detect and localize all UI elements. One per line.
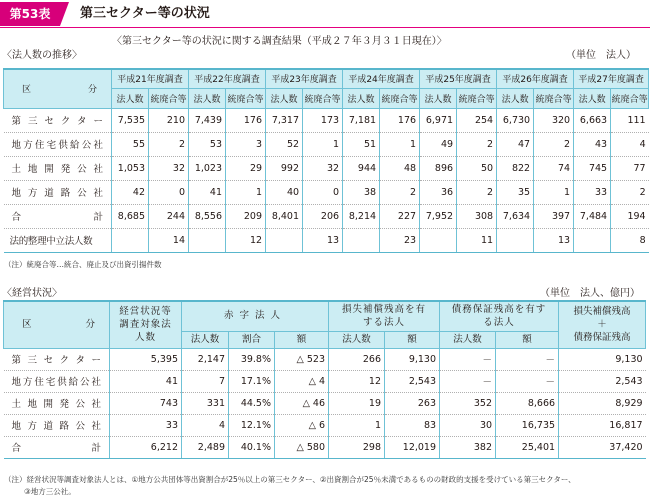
table-cell: 0 — [149, 180, 189, 204]
table-row — [4, 228, 649, 252]
sub-header: 額 — [385, 331, 440, 348]
table-cell: △ 46 — [275, 392, 329, 414]
table-cell: 52 — [266, 132, 303, 156]
table-cell: 992 — [266, 156, 303, 180]
table-cell: 13 — [303, 228, 343, 252]
table-cell: 50 — [457, 156, 497, 180]
table-cell: 822 — [497, 156, 534, 180]
table-cell — [112, 228, 149, 252]
table-cell: 38 — [343, 180, 380, 204]
table-cell: 298 — [329, 436, 385, 458]
table-cell: 19 — [329, 392, 385, 414]
table-cell: 37,420 — [559, 436, 646, 458]
row-label: 第三セクター — [4, 348, 110, 370]
sub-header: 法人数 — [440, 331, 496, 348]
sub-header-count: 法人数 — [497, 88, 534, 108]
table-row — [4, 414, 646, 436]
row-label: 地方住宅供給公社 — [4, 132, 112, 156]
table-cell: 382 — [440, 436, 496, 458]
sub-header-merge: 統廃合等 — [149, 88, 189, 108]
table-cell — [343, 228, 380, 252]
table-cell: 40 — [266, 180, 303, 204]
table-cell: 352 — [440, 392, 496, 414]
table-cell: － — [496, 348, 559, 370]
table-cell: 13 — [534, 228, 574, 252]
sub-header: 法人数 — [182, 331, 229, 348]
table-cell: 308 — [457, 204, 497, 228]
table-cell: 896 — [420, 156, 457, 180]
table-cell: 51 — [343, 132, 380, 156]
table-header — [0, 0, 650, 28]
table-cell: △ 580 — [275, 436, 329, 458]
table-cell: 1 — [534, 180, 574, 204]
table-cell: 173 — [303, 108, 343, 132]
table-cell: 111 — [611, 108, 649, 132]
table-cell: 23 — [380, 228, 420, 252]
sub-header-count: 法人数 — [343, 88, 380, 108]
row-label: 法的整理中立法人数 — [4, 228, 112, 252]
table-cell: 331 — [182, 392, 229, 414]
year-header: 平成22年度調査 — [189, 69, 266, 88]
column-header-category: 区 分 — [4, 69, 112, 108]
header-survey-count: 経営状況等調査対象法人数 — [110, 301, 182, 348]
table-cell: 5,395 — [110, 348, 182, 370]
table-cell: 42 — [112, 180, 149, 204]
table-cell: 176 — [226, 108, 266, 132]
table-cell: △ 4 — [275, 370, 329, 392]
year-header: 平成27年度調査 — [574, 69, 649, 88]
sub-header: 割合 — [229, 331, 275, 348]
table-cell — [420, 228, 457, 252]
table-cell: 14 — [149, 228, 189, 252]
table-cell: 743 — [110, 392, 182, 414]
table-cell: 36 — [420, 180, 457, 204]
header-total-line1: 損失補償残高 — [573, 306, 631, 318]
table-cell: 0 — [303, 180, 343, 204]
table-cell: 244 — [149, 204, 189, 228]
table-cell: 32 — [149, 156, 189, 180]
table-cell: 11 — [457, 228, 497, 252]
sub-header-count: 法人数 — [574, 88, 611, 108]
header-rule — [0, 27, 650, 28]
table-cell: 8,214 — [343, 204, 380, 228]
row-label: 土地開発公社 — [4, 156, 112, 180]
table-cell: 48 — [380, 156, 420, 180]
table-cell: 4 — [611, 132, 649, 156]
table-cell: 33 — [110, 414, 182, 436]
sub-header: 額 — [275, 331, 329, 348]
table-row — [4, 132, 649, 156]
table-row — [4, 392, 646, 414]
corporation-count-table — [3, 68, 649, 253]
row-label: 合 計 — [4, 436, 110, 458]
table-cell: 7,634 — [497, 204, 534, 228]
table-cell: 7,535 — [112, 108, 149, 132]
sub-header-count: 法人数 — [189, 88, 226, 108]
table-cell: 3 — [226, 132, 266, 156]
note-management-1: （注）経営状況等調査対象法人とは、①地方公共団体等出資割合が25％以上の第三セクター、②出資割合が25％未満であるものの財政的支援を受けている第三セクター、 — [4, 475, 576, 484]
table-cell: 6,212 — [110, 436, 182, 458]
table-cell: 43 — [574, 132, 611, 156]
table-cell: 17.1% — [229, 370, 275, 392]
table-cell: 2 — [457, 180, 497, 204]
row-label: 地方住宅供給公社 — [4, 370, 110, 392]
table-cell: 16,735 — [496, 414, 559, 436]
table-row — [4, 370, 646, 392]
table-cell: 2 — [380, 180, 420, 204]
table-cell: 2 — [611, 180, 649, 204]
table-cell: 8,929 — [559, 392, 646, 414]
table-cell: 8,556 — [189, 204, 226, 228]
table-cell: 7 — [182, 370, 229, 392]
table-cell: 6,663 — [574, 108, 611, 132]
table-cell: 33 — [574, 180, 611, 204]
row-label: 土地開発公社 — [4, 392, 110, 414]
column-header-category: 区 分 — [4, 301, 110, 348]
row-label: 合 計 — [4, 204, 112, 228]
page-title: 第三セクター等の状況 — [80, 6, 210, 21]
table-cell: － — [440, 370, 496, 392]
table-row — [4, 204, 649, 228]
sub-header-merge: 統廃合等 — [380, 88, 420, 108]
table-cell: 209 — [226, 204, 266, 228]
table-cell — [497, 228, 534, 252]
table-cell: 12 — [226, 228, 266, 252]
table-cell: 266 — [329, 348, 385, 370]
management-status-table — [3, 300, 646, 459]
table-cell: 2 — [534, 132, 574, 156]
table-cell: 12.1% — [229, 414, 275, 436]
header-total-balance — [559, 301, 646, 348]
header-total-line2: 債務保証残高 — [573, 332, 631, 344]
table-cell: － — [496, 370, 559, 392]
table-cell: 74 — [534, 156, 574, 180]
table-cell: 8 — [611, 228, 649, 252]
row-label: 地方道路公社 — [4, 414, 110, 436]
table-cell: 44.5% — [229, 392, 275, 414]
sub-header-merge: 統廃合等 — [303, 88, 343, 108]
table-cell: 9,130 — [385, 348, 440, 370]
table-cell: 8,666 — [496, 392, 559, 414]
sub-header-count: 法人数 — [420, 88, 457, 108]
table-cell: 210 — [149, 108, 189, 132]
header-loss-compensation: 損失補償残高を有する法人 — [329, 301, 440, 331]
table-row — [4, 156, 649, 180]
note-trend: （注）統廃合等…統合、廃止及び出資引揚件数 — [4, 260, 162, 269]
sub-header: 法人数 — [329, 331, 385, 348]
table-cell: 7,317 — [266, 108, 303, 132]
table-cell: 32 — [303, 156, 343, 180]
section-heading-management: 〈経営状況〉 — [2, 288, 62, 299]
table-cell: 1 — [380, 132, 420, 156]
sub-header-merge: 統廃合等 — [534, 88, 574, 108]
table-cell: 2,147 — [182, 348, 229, 370]
table-number-badge: 第53表 — [0, 2, 60, 26]
header-deficit: 赤字法人 — [182, 301, 329, 331]
row-label: 地方道路公社 — [4, 180, 112, 204]
table-cell: 2,489 — [182, 436, 229, 458]
table-cell: 227 — [380, 204, 420, 228]
table-cell: 30 — [440, 414, 496, 436]
section-heading-trend: 〈法人数の推移〉 — [2, 50, 82, 61]
table-cell: 8,401 — [266, 204, 303, 228]
table-cell: △ 523 — [275, 348, 329, 370]
table-cell: 12,019 — [385, 436, 440, 458]
table-cell: 1 — [303, 132, 343, 156]
table-cell: 2,543 — [385, 370, 440, 392]
table-cell: 39.8% — [229, 348, 275, 370]
table-cell: 1 — [329, 414, 385, 436]
year-header: 平成26年度調査 — [497, 69, 574, 88]
note-management-2: ③地方三公社。 — [24, 487, 76, 496]
table-cell: 35 — [497, 180, 534, 204]
table-cell: 1,023 — [189, 156, 226, 180]
table-cell: 9,130 — [559, 348, 646, 370]
table-cell: 7,952 — [420, 204, 457, 228]
unit-label-1: （単位 法人） — [566, 50, 636, 61]
table-cell — [574, 228, 611, 252]
table-cell: 320 — [534, 108, 574, 132]
table-cell: 176 — [380, 108, 420, 132]
table-cell: 25,401 — [496, 436, 559, 458]
table-cell: 745 — [574, 156, 611, 180]
table-cell: 7,484 — [574, 204, 611, 228]
table-cell: 2,543 — [559, 370, 646, 392]
table-cell: 194 — [611, 204, 649, 228]
table-cell: 6,730 — [497, 108, 534, 132]
table-cell: △ 6 — [275, 414, 329, 436]
unit-label-2: （単位 法人、億円） — [540, 288, 640, 299]
year-header: 平成21年度調査 — [112, 69, 189, 88]
table-cell — [266, 228, 303, 252]
table-cell: 77 — [611, 156, 649, 180]
sub-header-merge: 統廃合等 — [611, 88, 649, 108]
table-cell: 944 — [343, 156, 380, 180]
table-cell: 49 — [420, 132, 457, 156]
table-cell: 1,053 — [112, 156, 149, 180]
table-cell: 8,685 — [112, 204, 149, 228]
table-cell: 263 — [385, 392, 440, 414]
survey-subtitle: 〈第三セクター等の状況に関する調査結果（平成２７年３月３１日現在）〉 — [112, 36, 447, 47]
table-cell — [189, 228, 226, 252]
table-cell: 6,971 — [420, 108, 457, 132]
table-cell: 16,817 — [559, 414, 646, 436]
table-cell: 55 — [112, 132, 149, 156]
table-cell: 47 — [497, 132, 534, 156]
table-cell: 206 — [303, 204, 343, 228]
sub-header-count: 法人数 — [112, 88, 149, 108]
table-cell: 7,439 — [189, 108, 226, 132]
table-row — [4, 108, 649, 132]
table-row — [4, 436, 646, 458]
table-cell: 83 — [385, 414, 440, 436]
table-row — [4, 180, 649, 204]
sub-header-merge: 統廃合等 — [226, 88, 266, 108]
year-header: 平成23年度調査 — [266, 69, 343, 88]
sub-header: 額 — [496, 331, 559, 348]
table-cell: 254 — [457, 108, 497, 132]
table-cell: 40.1% — [229, 436, 275, 458]
table-cell: 7,181 — [343, 108, 380, 132]
table-cell: 41 — [189, 180, 226, 204]
year-header: 平成25年度調査 — [420, 69, 497, 88]
sub-header-count: 法人数 — [266, 88, 303, 108]
sub-header-merge: 統廃合等 — [457, 88, 497, 108]
table-cell: 1 — [226, 180, 266, 204]
table-cell: 53 — [189, 132, 226, 156]
table-cell: 12 — [329, 370, 385, 392]
table-cell: 29 — [226, 156, 266, 180]
table-row — [4, 348, 646, 370]
header-debt-guarantee: 債務保証残高を有する法人 — [440, 301, 559, 331]
table-cell: 2 — [149, 132, 189, 156]
table-cell: 397 — [534, 204, 574, 228]
row-label: 第三セクター — [4, 108, 112, 132]
header-total-plus: ＋ — [597, 319, 607, 331]
table-cell: 41 — [110, 370, 182, 392]
year-header: 平成24年度調査 — [343, 69, 420, 88]
table-cell: 2 — [457, 132, 497, 156]
table-cell: 4 — [182, 414, 229, 436]
table-cell: － — [440, 348, 496, 370]
